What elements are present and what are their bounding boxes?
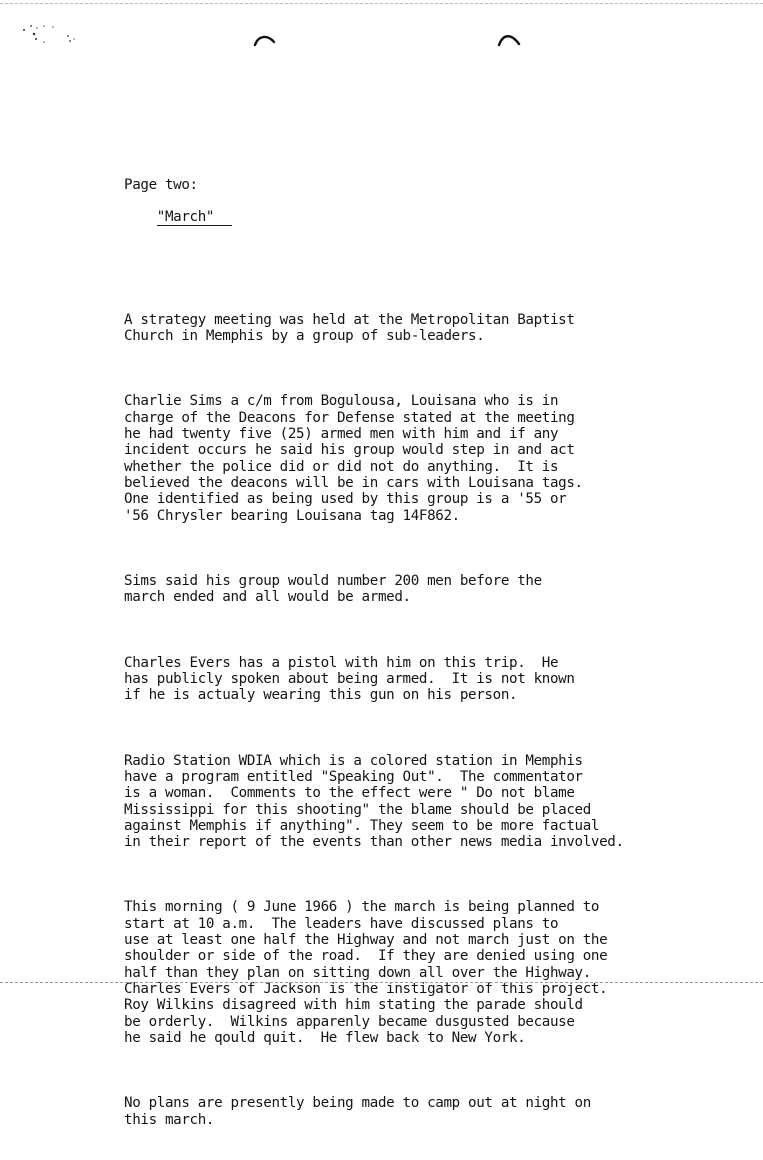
punch-hole-mark-left xyxy=(252,32,278,48)
page-top-edge xyxy=(0,3,763,4)
paragraph: A strategy meeting was held at the Metropolitan Baptist Church in Memphis by a group of sub-leaders. xyxy=(124,311,575,345)
paragraph: Radio Station WDIA which is a colored station in Memphis have a program entitled "Speaking Out". The commentator is a woman. Comments to the effect were " Do not blame Mississippi for this shooting" the blame should be placed against Memphis if anything". They seem to be more factual in their report of the events than other news media involved. xyxy=(124,752,624,851)
paragraph: Charles Evers has a pistol with him on this trip. He has publicly spoken about being armed. It is not known if he is actualy wearing this gun on his person. xyxy=(124,654,575,704)
paragraph: Sims said his group would number 200 men before the march ended and all would be armed. xyxy=(124,572,542,606)
subject-heading: "March" xyxy=(157,210,232,226)
punch-hole-mark-right xyxy=(496,32,522,48)
scan-speckle-marks xyxy=(22,24,82,48)
page-label: Page two: xyxy=(124,176,198,193)
paragraph: Charlie Sims a c/m from Bogulousa, Louisana who is in charge of the Deacons for Defense stated at the meeting he had twenty five (25) armed men with him and if any incident occurs he said his group would step in and act whether the police did or did not do anything. It is believed the deacons will be in cars with Louisana tags. One identified as being used by this group is a '55 or '56 Chrysler bearing Louisana tag 14F862. xyxy=(124,393,583,524)
page-bottom-edge xyxy=(0,982,763,983)
document-body xyxy=(124,144,684,1160)
paragraph: This morning ( 9 June 1966 ) the march is being planned to start at 10 a.m. The leaders have discussed plans to use at least one half the Highway and not march just on the shoulder or side of the road. If they are denied using one half than they plan on sitting down all over the Highway. Charles Evers of Jackson is the instigator of this project. Roy Wilkins disagreed with him stating the parade should be orderly. Wilkins apparenly became dusgusted because he said he qould quit. He flew back to New York. xyxy=(124,899,608,1046)
paragraph: No plans are presently being made to camp out at night on this march. xyxy=(124,1095,591,1128)
